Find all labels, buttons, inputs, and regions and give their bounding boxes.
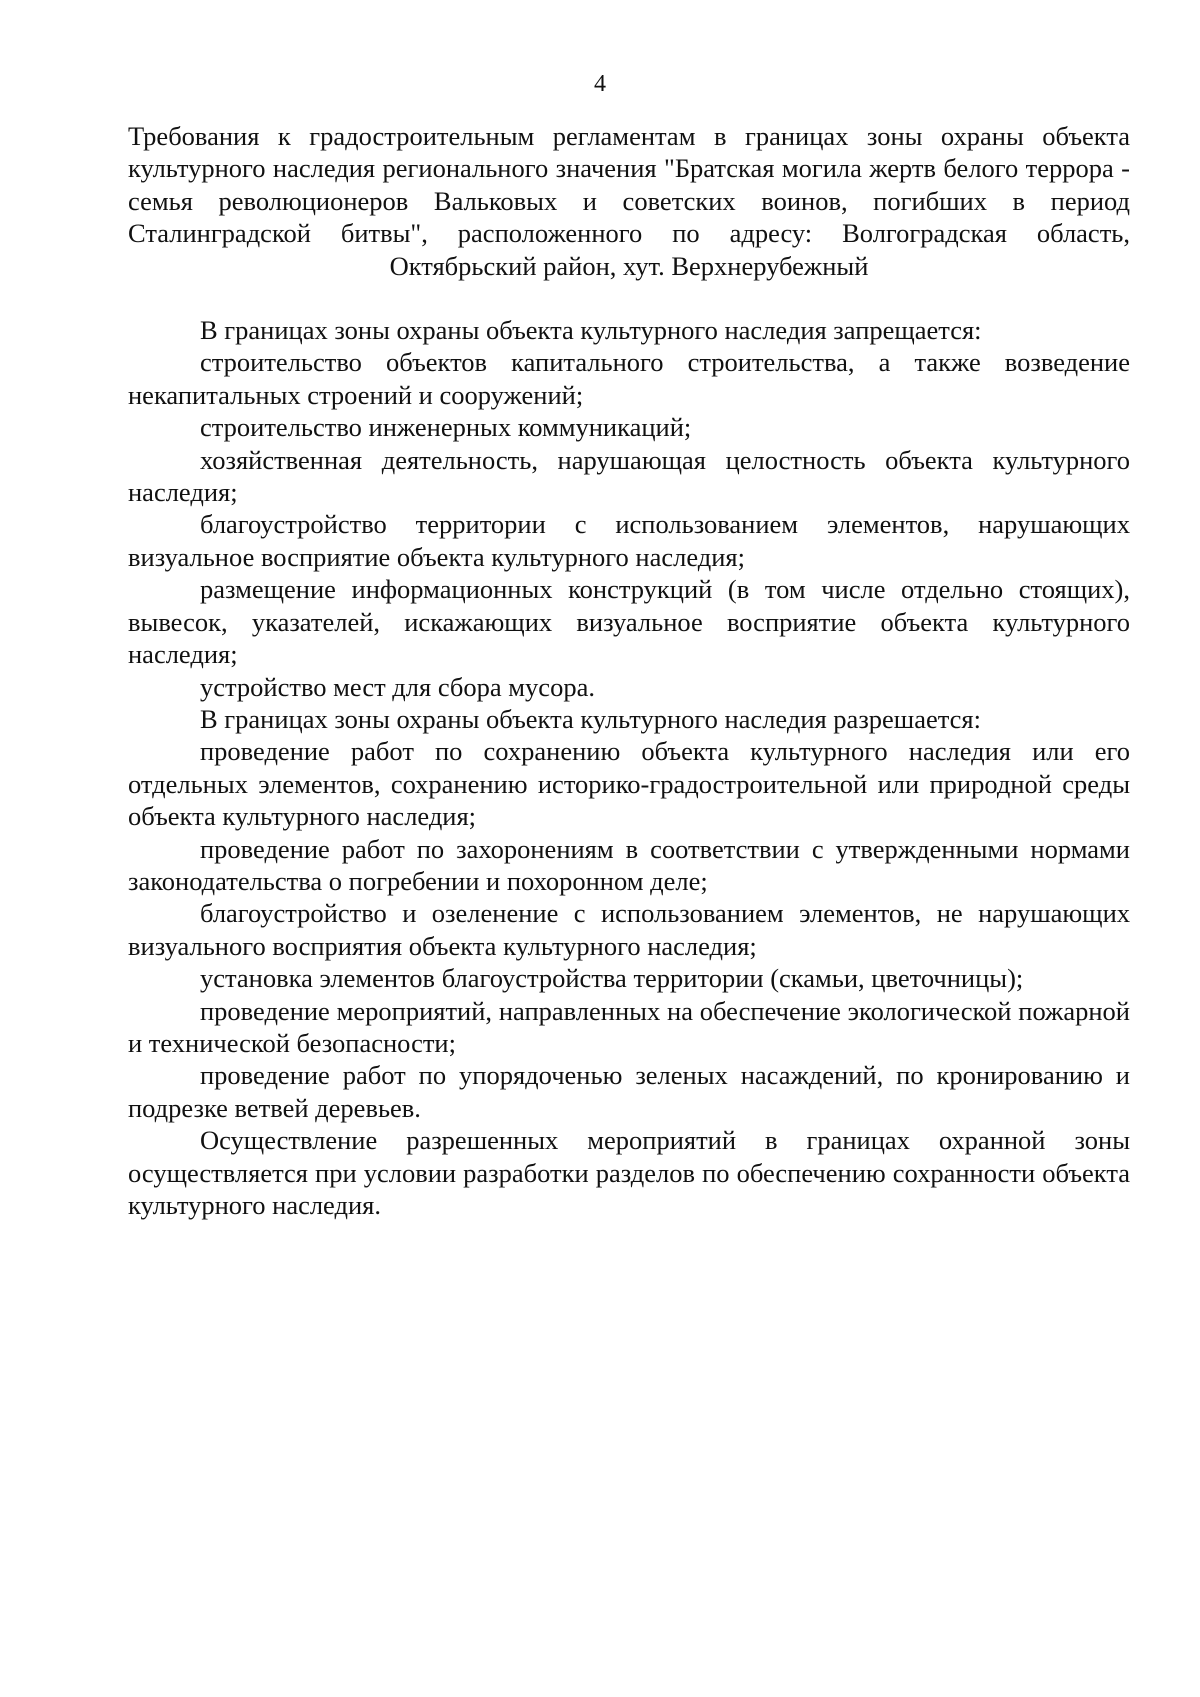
paragraph-item: проведение работ по захоронениям в соответствии с утвержденными нормами законодательства о погребении и похоронном деле; [128, 833, 1130, 896]
document-title: Требования к градостроительным регламентам в границах зоны охраны объекта культурного наследия регионального значения "Братская могила жертв белого террора - семья революционеров Вальковых и советских воинов, погибших в период Сталинградской битвы", расположенного по адресу: Волгоградская область, Октябрьский район, хут. Верхнерубежный [128, 121, 1130, 281]
paragraph-conclusion: Осуществление разрешенных мероприятий в границах охранной зоны осуществляется при условии разработки разделов по обеспечению сохранности объекта культурного наследия. [128, 1125, 1130, 1220]
paragraph-item: устройство мест для сбора мусора. [200, 671, 595, 702]
paragraph-item: строительство инженерных коммуникаций; [200, 412, 692, 443]
paragraph-item: благоустройство и озеленение с использованием элементов, не нарушающих визуального восприятия объекта культурного наследия; [128, 898, 1130, 961]
paragraph-prohibited-intro: В границах зоны охраны объекта культурного наследия запрещается: [200, 315, 982, 346]
paragraph-item: установка элементов благоустройства территории (скамьи, цветочницы); [200, 963, 1024, 994]
paragraph-permitted-intro: В границах зоны охраны объекта культурного наследия разрешается: [200, 703, 981, 734]
paragraph-item: проведение работ по сохранению объекта культурного наследия или его отдельных элементов, сохранению историко-градостроительной или природной среды объекта культурного наследия; [128, 736, 1130, 832]
document-content [128, 120, 1130, 1221]
paragraph-item: проведение мероприятий, направленных на обеспечение экологической пожарной и технической безопасности; [128, 995, 1130, 1058]
paragraph-item: строительство объектов капитального строительства, а также возведение некапитальных строений и сооружений; [128, 347, 1130, 410]
paragraph-item: проведение работ по упорядоченью зеленых насаждений, по кронированию и подрезке ветвей деревьев. [128, 1060, 1130, 1123]
paragraph-item: размещение информационных конструкций (в том числе отдельно стоящих), вывесок, указателей, искажающих визуальное восприятие объекта культурного наследия; [128, 574, 1130, 670]
page-number: 4 [594, 71, 606, 97]
paragraph-item: хозяйственная деятельность, нарушающая целостность объекта культурного наследия; [128, 444, 1130, 508]
paragraph-item: благоустройство территории с использованием элементов, нарушающих визуальное восприятие объекта культурного наследия; [128, 509, 1130, 572]
document-body [128, 314, 1130, 1221]
